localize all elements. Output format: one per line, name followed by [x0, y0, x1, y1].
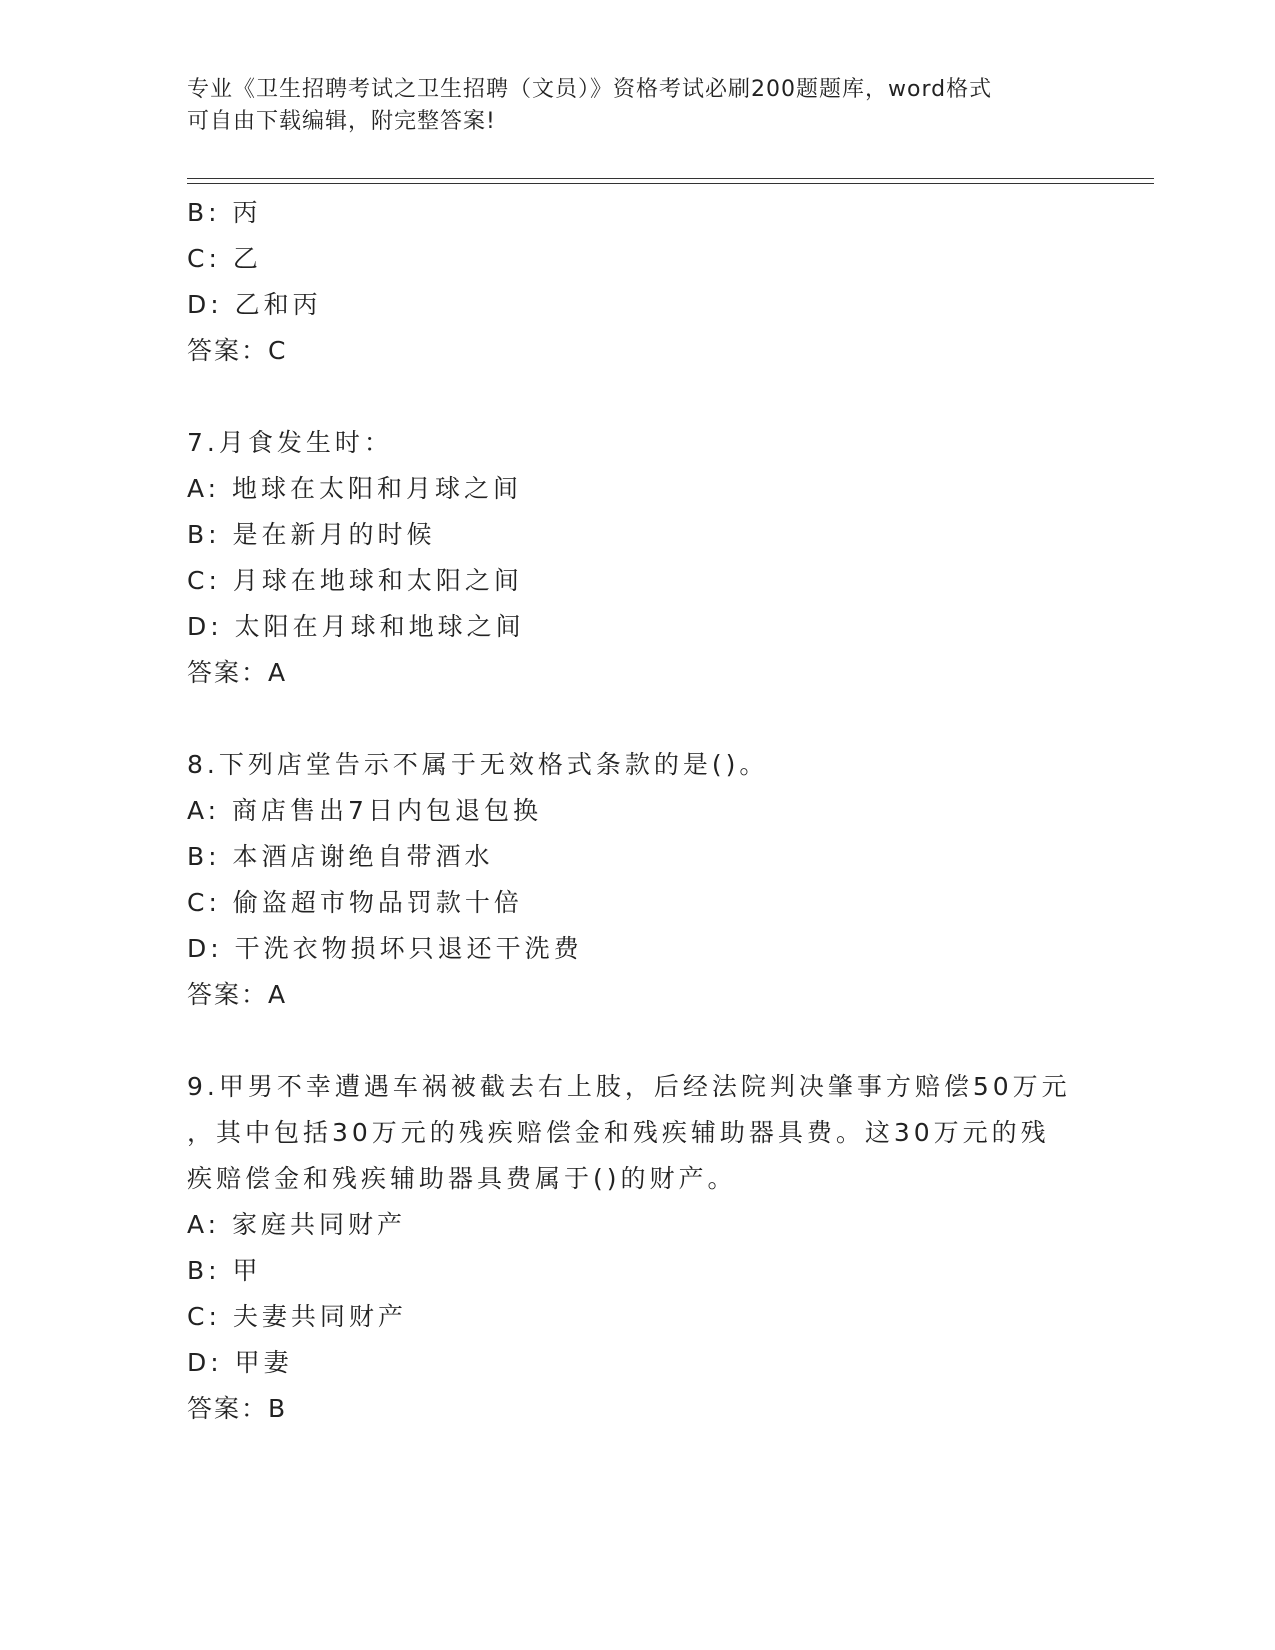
option-d: D: 干洗衣物损坏只退还干洗费	[187, 934, 583, 963]
answer-line: 答案：B	[187, 1394, 288, 1423]
question-title: 7.月食发生时：	[187, 428, 393, 457]
question-list	[187, 190, 1087, 1432]
header-line-2: 可自由下载编辑，附完整答案!	[187, 109, 496, 134]
option-b: B: 丙	[187, 198, 262, 227]
header-rule-bottom	[187, 183, 1154, 184]
option-a: A: 地球在太阳和月球之间	[187, 474, 523, 503]
document-header	[187, 74, 1087, 138]
answer-line: 答案：A	[187, 980, 288, 1009]
option-d: D: 甲妻	[187, 1348, 293, 1377]
option-c: C: 偷盗超市物品罚款十倍	[187, 888, 523, 917]
answer-line: 答案：C	[187, 336, 288, 365]
question-8	[187, 742, 1087, 1018]
header-rule-top	[187, 178, 1154, 179]
option-b: B: 是在新月的时候	[187, 520, 436, 549]
header-line-1: 专业《卫生招聘考试之卫生招聘（文员）》资格考试必刷200题题库，word格式	[187, 77, 993, 102]
prev-question	[187, 190, 1087, 374]
option-d: D: 乙和丙	[187, 290, 322, 319]
option-a: A: 商店售出7日内包退包换	[187, 796, 542, 825]
option-c: C: 乙	[187, 244, 262, 273]
question-7	[187, 420, 1087, 696]
answer-line: 答案：A	[187, 658, 288, 687]
option-d: D: 太阳在月球和地球之间	[187, 612, 525, 641]
question-title-line-3: 疾赔偿金和残疾辅助器具费属于()的财产。	[187, 1164, 737, 1193]
option-b: B: 甲	[187, 1256, 262, 1285]
question-title: 8.下列店堂告示不属于无效格式条款的是()。	[187, 750, 769, 779]
option-c: C: 夫妻共同财产	[187, 1302, 407, 1331]
option-b: B: 本酒店谢绝自带酒水	[187, 842, 494, 871]
option-c: C: 月球在地球和太阳之间	[187, 566, 523, 595]
option-a: A: 家庭共同财产	[187, 1210, 407, 1239]
question-9	[187, 1064, 1087, 1432]
question-title-line-2: ，其中包括30万元的残疾赔偿金和残疾辅助器具费。这30万元的残	[187, 1118, 1050, 1147]
question-title-line-1: 9.甲男不幸遭遇车祸被截去右上肢，后经法院判决肇事方赔偿50万元	[187, 1072, 1071, 1101]
